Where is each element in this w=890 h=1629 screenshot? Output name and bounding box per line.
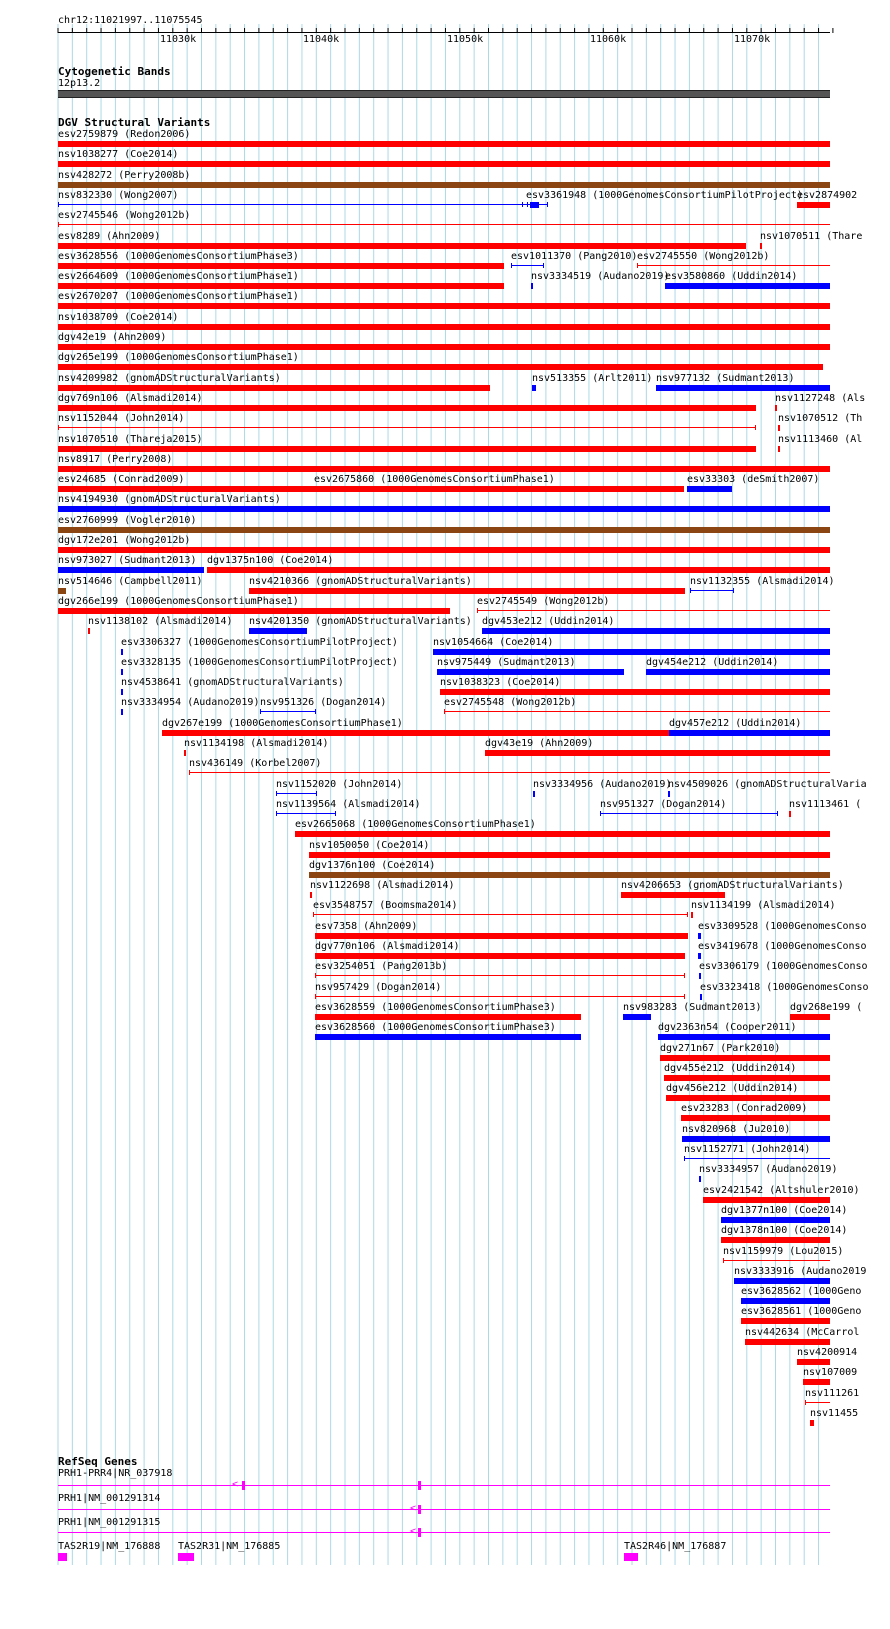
gene-label: TAS2R31|NM_176885 [178, 1541, 281, 1552]
variant-bar[interactable] [664, 1075, 830, 1081]
gene-label: TAS2R46|NM_176887 [624, 1541, 727, 1552]
variant-label: dgv456e212 (Uddin2014) [666, 1083, 799, 1095]
variant-label: esv33303 (deSmith2007) [687, 474, 820, 486]
variant-bar[interactable] [58, 608, 450, 614]
variant-label: nsv1152044 (John2014) [58, 413, 185, 425]
variant-bar[interactable] [184, 750, 186, 756]
variant-bar[interactable] [315, 975, 685, 976]
variant-bar[interactable] [58, 161, 830, 167]
variant-label: dgv267e199 (1000GenomesConsortiumPhase1) [162, 717, 403, 729]
variant-bar[interactable] [681, 1115, 830, 1121]
variant-bar[interactable] [810, 1420, 814, 1426]
variant-label: dgv265e199 (1000GenomesConsortiumPhase1) [58, 352, 299, 364]
variant-label: esv2760999 (Vogler2010) [58, 514, 197, 526]
variant-bar[interactable] [698, 933, 701, 939]
ruler-tick-label: 11050k [447, 34, 484, 45]
variant-bar[interactable] [58, 263, 504, 269]
variant-bar[interactable] [482, 628, 830, 634]
variant-label: esv3548757 (Boomsma2014) [313, 900, 458, 912]
gene-label: PRH1-PRR4|NR_037918 [58, 1468, 173, 1479]
variant-label: dgv457e212 (Uddin2014) [669, 717, 802, 729]
variant-label: nsv4201350 (gnomADStructuralVariants) [249, 616, 472, 628]
variant-label: dgv268e199 ( [790, 1001, 863, 1013]
variant-label: nsv1038323 (Coe2014) [440, 677, 561, 689]
variant-bar[interactable] [58, 486, 314, 492]
variant-bar[interactable] [775, 405, 777, 411]
gene-label: PRH1|NM_001291315 [58, 1517, 161, 1528]
variant-label: esv3628560 (1000GenomesConsortiumPhase3) [315, 1022, 556, 1034]
variant-bar[interactable] [803, 1379, 830, 1385]
variant-label: nsv436149 (Korbel2007) [189, 758, 322, 770]
variant-label: nsv1070511 (Thare [760, 230, 863, 242]
variant-bar[interactable] [623, 1014, 651, 1020]
variant-label: nsv1113460 (Al [778, 433, 863, 445]
variant-bar[interactable] [58, 405, 756, 411]
strand-arrow-icon: < [232, 1479, 239, 1490]
variant-label: nsv1132355 (Alsmadi2014) [690, 575, 835, 587]
variant-label: esv1011370 (Pang2010) [511, 250, 638, 262]
variant-bar[interactable] [485, 750, 830, 756]
variant-label: esv2745550 (Wong2012b) [637, 250, 770, 262]
variant-label: nsv4210366 (gnomADStructuralVariants) [249, 575, 472, 587]
variant-label: dgv42e19 (Ahn2009) [58, 332, 167, 343]
variant-bar[interactable] [699, 973, 701, 979]
variant-bar[interactable] [58, 427, 756, 428]
variant-label: dgv266e199 (1000GenomesConsortiumPhase1) [58, 595, 299, 607]
variant-bar[interactable] [531, 283, 533, 289]
cytoband-bar[interactable] [58, 90, 830, 98]
variant-label: esv3628562 (1000Geno [741, 1286, 862, 1298]
variant-bar[interactable] [684, 1158, 830, 1159]
gene-exon[interactable] [58, 1553, 67, 1561]
variant-label: nsv4538641 (gnomADStructuralVariants) [121, 677, 344, 689]
ruler-line [58, 32, 830, 33]
variant-label: nsv1113461 ( [789, 798, 862, 810]
gene-label: PRH1|NM_001291314 [58, 1493, 161, 1504]
gene-exon[interactable] [418, 1505, 421, 1514]
variant-bar[interactable] [600, 813, 778, 814]
variant-label: esv3628559 (1000GenomesConsortiumPhase3) [315, 1001, 556, 1013]
variant-label: esv3628556 (1000GenomesConsortiumPhase3) [58, 250, 299, 262]
variant-bar[interactable] [669, 730, 830, 736]
variant-label: dgv770n106 (Alsmadi2014) [315, 941, 460, 952]
variant-bar[interactable] [691, 912, 693, 918]
variant-label: nsv3334519 (Audano2019) [531, 271, 670, 283]
variant-label: esv2664609 (1000GenomesConsortiumPhase1) [58, 271, 299, 283]
variant-bar[interactable] [162, 730, 669, 736]
variant-label: esv23283 (Conrad2009) [681, 1103, 808, 1115]
variant-label: esv2421542 (Altshuler2010) [703, 1184, 860, 1196]
gene-exon[interactable] [624, 1553, 638, 1561]
variant-label: nsv1070510 (Thareja2015) [58, 433, 203, 445]
variant-label: esv2759879 (Redon2006) [58, 129, 191, 140]
variant-bar[interactable] [121, 709, 123, 715]
variant-label: dgv271n67 (Park2010) [660, 1042, 781, 1054]
variant-label: esv2874902 [797, 189, 858, 201]
variant-bar[interactable] [797, 1359, 830, 1365]
variant-bar[interactable] [309, 872, 830, 878]
variant-label: nsv3334956 (Audano2019) [533, 778, 672, 790]
variant-bar[interactable] [646, 669, 830, 675]
variant-label: esv2745546 (Wong2012b) [58, 210, 191, 222]
variant-bar[interactable] [778, 425, 780, 431]
variant-bar[interactable] [58, 303, 830, 309]
variant-bar[interactable] [532, 385, 536, 391]
variant-bar[interactable] [58, 588, 66, 594]
variant-bar[interactable] [790, 1014, 830, 1020]
ruler-coordinate-label: chr12:11021997..11075545 [58, 15, 203, 26]
variant-bar[interactable] [58, 344, 830, 350]
ruler-tick-label: 11060k [590, 34, 627, 45]
variant-bar[interactable] [682, 1136, 830, 1142]
gene-intron-line[interactable] [58, 1485, 830, 1486]
strand-arrow-icon: < [410, 1526, 417, 1537]
variant-label: nsv1038277 (Coe2014) [58, 149, 179, 161]
variant-bar[interactable] [789, 811, 791, 817]
variant-bar[interactable] [723, 1260, 830, 1261]
variant-label: nsv973027 (Sudmant2013) [58, 555, 197, 567]
variant-bar[interactable] [260, 711, 316, 712]
variant-label: esv3254051 (Pang2013b) [315, 961, 448, 973]
variant-label: nsv3334954 (Audano2019) [121, 697, 260, 709]
variant-bar[interactable] [58, 527, 830, 533]
refseq-track-title: RefSeq Genes [58, 1455, 138, 1468]
variant-label: nsv442634 (McCarrol [745, 1326, 860, 1338]
variant-bar[interactable] [189, 772, 830, 773]
variant-label: esv3309528 (1000GenomesConso [698, 920, 867, 932]
variant-label: esv3628561 (1000Geno [741, 1306, 862, 1318]
variant-bar[interactable] [88, 628, 90, 634]
variant-label: esv3306179 (1000GenomesConso [699, 961, 868, 973]
variant-bar[interactable] [315, 996, 685, 997]
variant-bar[interactable] [58, 364, 823, 370]
variant-label: nsv4194930 (gnomADStructuralVariants) [58, 494, 281, 506]
variant-bar[interactable] [310, 892, 312, 898]
variant-label: esv7358 (Ahn2009) [315, 920, 418, 932]
variant-bar[interactable] [444, 711, 830, 712]
variant-bar[interactable] [477, 610, 830, 611]
variant-bar[interactable] [309, 852, 830, 858]
gene-exon[interactable] [242, 1481, 245, 1490]
cytoband-label: 12p13.2 [58, 78, 101, 89]
variant-bar[interactable] [637, 265, 830, 266]
variant-bar[interactable] [805, 1402, 830, 1403]
variant-label: nsv3334957 (Audano2019) [699, 1164, 838, 1176]
variant-bar[interactable] [315, 1034, 581, 1040]
variant-bar[interactable] [665, 283, 830, 289]
variant-label: esv2665068 (1000GenomesConsortiumPhase1) [295, 819, 536, 831]
variant-label: nsv820968 (Ju2010) [682, 1123, 791, 1135]
variant-bar[interactable] [658, 1034, 830, 1040]
variant-label: nsv1152771 (John2014) [684, 1144, 811, 1155]
variant-label: nsv1159979 (Lou2015) [723, 1245, 844, 1257]
gene-intron-line[interactable] [58, 1509, 830, 1510]
ruler-tick-label: 11070k [734, 34, 771, 45]
gene-intron-line[interactable] [58, 1532, 830, 1533]
variant-label: nsv1050050 (Coe2014) [309, 839, 430, 851]
variant-label: nsv983283 (Sudmant2013) [623, 1001, 762, 1013]
variant-bar[interactable] [533, 791, 535, 797]
variant-label: nsv4509026 (gnomADStructuralVaria [668, 778, 867, 790]
variant-bar[interactable] [276, 793, 317, 794]
variant-bar[interactable] [276, 813, 336, 814]
variant-block [530, 202, 539, 208]
variant-label: dgv1377n100 (Coe2014) [721, 1204, 848, 1216]
variant-label: esv3419678 (1000GenomesConso [698, 941, 867, 952]
variant-bar[interactable] [315, 953, 685, 959]
variant-label: esv3306327 (1000GenomesConsortiumPilotProject) [121, 636, 398, 648]
variant-bar[interactable] [703, 1197, 830, 1203]
variant-label: nsv11455 [810, 1407, 859, 1419]
variant-label: esv2675860 (1000GenomesConsortiumPhase1) [314, 474, 555, 486]
variant-label: nsv107009 [803, 1367, 858, 1379]
variant-label: nsv1122698 (Alsmadi2014) [310, 880, 455, 892]
variant-bar[interactable] [660, 1055, 830, 1061]
variant-bar[interactable] [58, 446, 756, 452]
variant-label: esv3580860 (Uddin2014) [665, 271, 798, 283]
variant-bar[interactable] [58, 182, 830, 188]
variant-bar[interactable] [721, 1217, 830, 1223]
variant-bar[interactable] [797, 202, 830, 208]
variant-bar[interactable] [656, 385, 830, 391]
gene-exon[interactable] [178, 1553, 194, 1561]
variant-bar[interactable] [668, 791, 670, 797]
variant-label: dgv454e212 (Uddin2014) [646, 656, 779, 668]
variant-label: esv2745549 (Wong2012b) [477, 595, 610, 607]
variant-label: nsv1139564 (Alsmadi2014) [276, 798, 421, 810]
variant-bar[interactable] [687, 486, 732, 492]
variant-bar[interactable] [121, 649, 123, 655]
variant-bar[interactable] [433, 649, 830, 655]
gene-label: TAS2R19|NM_176888 [58, 1541, 161, 1552]
variant-bar[interactable] [58, 224, 830, 225]
variant-bar[interactable] [315, 933, 688, 939]
variant-label: esv2745548 (Wong2012b) [444, 697, 577, 709]
variant-label: esv2670207 (1000GenomesConsortiumPhase1) [58, 291, 299, 303]
variant-bar[interactable] [698, 953, 701, 959]
variant-bar[interactable] [58, 204, 528, 205]
gene-exon[interactable] [418, 1481, 421, 1490]
variant-bar[interactable] [58, 141, 830, 147]
variant-label: nsv3333916 (Audano2019 [734, 1265, 867, 1277]
variant-bar[interactable] [314, 486, 684, 492]
variant-bar[interactable] [699, 1176, 701, 1182]
variant-label: dgv2363n54 (Cooper2011) [658, 1022, 797, 1034]
variant-bar[interactable] [721, 1237, 830, 1243]
variant-bar[interactable] [58, 567, 204, 573]
variant-bar[interactable] [313, 914, 688, 915]
variant-bar[interactable] [666, 1095, 830, 1101]
variant-label: nsv1127248 (Als [775, 392, 866, 404]
variant-bar[interactable] [511, 265, 544, 266]
variant-label: nsv975449 (Sudmant2013) [437, 656, 576, 668]
variant-bar[interactable] [700, 994, 702, 1000]
variant-label: esv3328135 (1000GenomesConsortiumPilotProject) [121, 656, 398, 668]
ruler-tick-label: 11040k [303, 34, 340, 45]
ruler-tick-label: 11030k [160, 34, 197, 45]
variant-bar[interactable] [741, 1298, 830, 1304]
variant-label: esv3323418 (1000GenomesConso [700, 981, 869, 993]
variant-bar[interactable] [295, 831, 830, 837]
variant-label: nsv1152020 (John2014) [276, 778, 403, 790]
variant-label: nsv832330 (Wong2007) [58, 189, 179, 201]
variant-label: nsv957429 (Dogan2014) [315, 981, 442, 993]
variant-bar[interactable] [249, 588, 685, 594]
variant-bar[interactable] [745, 1339, 830, 1345]
variant-bar[interactable] [58, 385, 490, 391]
variant-label: dgv455e212 (Uddin2014) [664, 1062, 797, 1074]
variant-bar[interactable] [621, 892, 725, 898]
variant-label: dgv769n106 (Alsmadi2014) [58, 392, 203, 404]
variant-bar[interactable] [778, 446, 780, 452]
variant-label: esv24685 (Conrad2009) [58, 474, 185, 486]
variant-label: nsv4209982 (gnomADStructuralVariants) [58, 372, 281, 384]
variant-label: dgv1378n100 (Coe2014) [721, 1225, 848, 1237]
variant-bar[interactable] [249, 628, 307, 634]
variant-label: nsv8917 (Perry2008) [58, 453, 173, 465]
strand-arrow-icon: < [410, 1503, 417, 1514]
variant-bar[interactable] [760, 243, 762, 249]
variant-label: nsv514646 (Campbell2011) [58, 575, 203, 587]
variant-label: nsv1134198 (Alsmadi2014) [184, 738, 329, 749]
variant-bar[interactable] [58, 547, 830, 553]
variant-label: nsv4206653 (gnomADStructuralVariants) [621, 880, 844, 892]
variant-label: dgv453e212 (Uddin2014) [482, 616, 615, 628]
variant-label: nsv1070512 (Th [778, 413, 863, 425]
variant-bar[interactable] [690, 590, 734, 591]
dgv-track-title: DGV Structural Variants [58, 116, 211, 129]
variant-label: nsv1054664 (Coe2014) [433, 636, 554, 648]
variant-bar[interactable] [58, 324, 830, 330]
variant-label: esv8289 (Ahn2009) [58, 230, 161, 242]
variant-bar[interactable] [58, 243, 746, 249]
variant-label: nsv513355 (Arlt2011) [532, 372, 653, 384]
variant-bar[interactable] [522, 204, 548, 205]
variant-label: nsv1038709 (Coe2014) [58, 311, 179, 323]
variant-label: dgv1376n100 (Coe2014) [309, 859, 436, 871]
variant-label: nsv951327 (Dogan2014) [600, 798, 727, 810]
variant-bar[interactable] [58, 283, 504, 289]
variant-label: dgv43e19 (Ahn2009) [485, 738, 594, 749]
variant-label: nsv977132 (Sudmant2013) [656, 372, 795, 384]
variant-label: dgv172e201 (Wong2012b) [58, 535, 191, 546]
variant-label: dgv1375n100 (Coe2014) [207, 555, 334, 567]
variant-bar[interactable] [437, 669, 624, 675]
variant-bar[interactable] [58, 466, 830, 472]
variant-bar[interactable] [741, 1318, 830, 1324]
variant-label: nsv1134199 (Alsmadi2014) [691, 900, 836, 912]
variant-label: nsv111261 [805, 1387, 860, 1399]
variant-bar[interactable] [315, 1014, 581, 1020]
variant-label: nsv428272 (Perry2008b) [58, 169, 191, 181]
variant-bar[interactable] [734, 1278, 830, 1284]
variant-bar[interactable] [207, 567, 830, 573]
variant-label: nsv4200914 [797, 1347, 858, 1358]
variant-bar[interactable] [121, 689, 123, 695]
variant-label: nsv1138102 (Alsmadi2014) [88, 616, 233, 628]
cytoband-track-title: Cytogenetic Bands [58, 65, 171, 78]
variant-bar[interactable] [58, 506, 830, 512]
variant-bar[interactable] [121, 669, 123, 675]
variant-label: nsv951326 (Dogan2014) [260, 697, 387, 709]
variant-label: esv3361948 (1000GenomesConsortiumPilotProject) [526, 189, 803, 201]
variant-bar[interactable] [440, 689, 830, 695]
gene-exon[interactable] [418, 1528, 421, 1537]
